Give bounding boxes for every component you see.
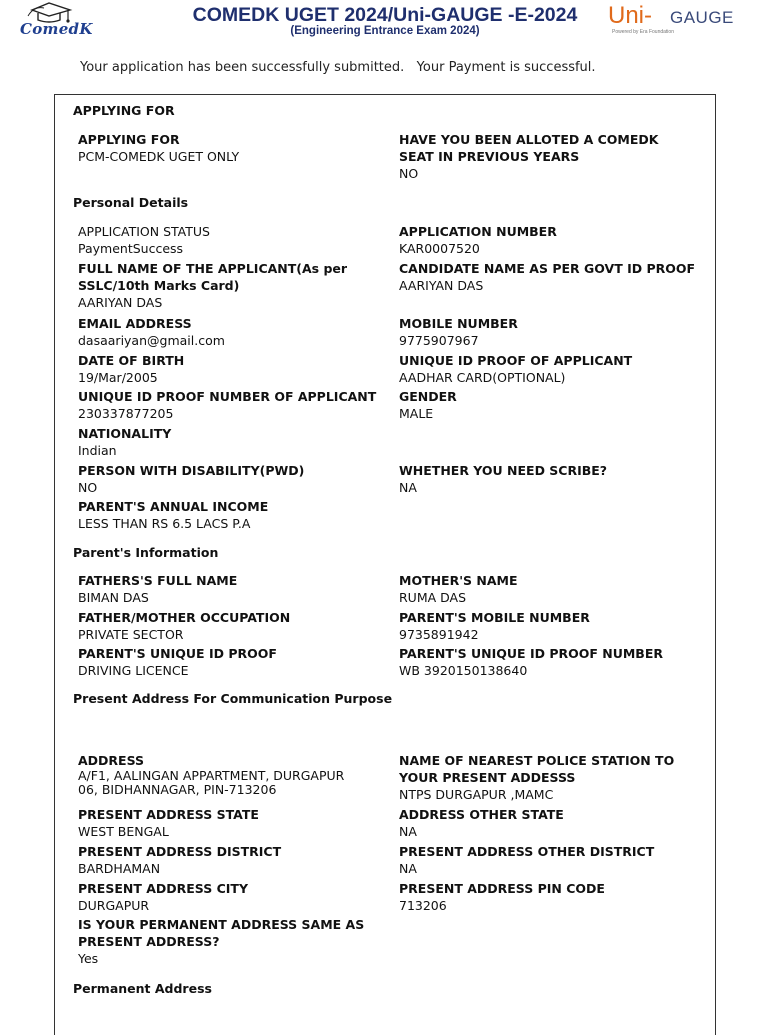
field-value: DURGAPUR <box>78 898 150 913</box>
field-income <box>78 498 378 532</box>
field-label: PRESENT ADDRESS PIN CODE <box>399 881 605 896</box>
field-label: IS YOUR PERMANENT ADDRESS SAME AS PRESENT ADDRESS? <box>78 917 365 949</box>
field-value: NO <box>399 166 419 181</box>
field-applying-for <box>78 131 378 165</box>
page-subtitle: (Engineering Entrance Exam 2024) <box>290 25 480 37</box>
field-same-address <box>78 916 368 967</box>
field-value: WB 3920150138640 <box>399 663 528 678</box>
field-scribe <box>399 462 699 496</box>
field-value: BIMAN DAS <box>78 590 149 605</box>
field-email <box>78 315 378 349</box>
field-label: APPLICATION NUMBER <box>399 224 557 239</box>
field-value: LESS THAN RS 6.5 LACS P.A <box>78 516 251 531</box>
section-applying-for: APPLYING FOR <box>73 103 175 118</box>
field-value: dasaariyan@gmail.com <box>78 333 225 348</box>
field-value: RUMA DAS <box>399 590 467 605</box>
status-message: Your application has been successfully submitted. Your Payment is successful. <box>80 60 596 75</box>
section-permanent-address: Permanent Address <box>73 981 212 996</box>
field-value: KAR0007520 <box>399 241 480 256</box>
field-value: NA <box>399 861 417 876</box>
field-value: DRIVING LICENCE <box>78 663 189 678</box>
field-other-state <box>399 806 699 840</box>
field-label: UNIQUE ID PROOF NUMBER OF APPLICANT <box>78 389 377 404</box>
field-label: ADDRESS OTHER STATE <box>399 807 564 822</box>
field-label: HAVE YOU BEEN ALLOTED A COMEDK SEAT IN PREVIOUS YEARS <box>399 132 659 164</box>
field-label: PRESENT ADDRESS CITY <box>78 881 248 896</box>
field-police-station <box>399 752 689 803</box>
field-value: A/F1, AALINGAN APPARTMENT, DURGAPUR 06, BIDHANNAGAR, PIN-713206 <box>78 768 345 797</box>
field-label: CANDIDATE NAME AS PER GOVT ID PROOF <box>399 261 696 276</box>
field-state <box>78 806 378 840</box>
field-label: PERSON WITH DISABILITY(PWD) <box>78 463 305 478</box>
field-label: PRESENT ADDRESS OTHER DISTRICT <box>399 844 655 859</box>
page-header <box>0 0 768 48</box>
field-application-number <box>399 223 699 257</box>
uni-gauge-logo-part-a: Uni- <box>608 2 653 29</box>
field-label: WHETHER YOU NEED SCRIBE? <box>399 463 608 478</box>
field-value: NO <box>78 480 98 495</box>
field-mother-name <box>399 572 699 606</box>
field-label: EMAIL ADDRESS <box>78 316 192 331</box>
page-title: COMEDK UGET 2024/Uni-GAUGE -E-2024 <box>192 4 578 26</box>
field-occupation <box>78 609 378 643</box>
comedk-logo-text: ComedK <box>20 20 93 38</box>
field-district <box>78 843 378 877</box>
field-label: UNIQUE ID PROOF OF APPLICANT <box>399 353 633 368</box>
field-label: PRESENT ADDRESS STATE <box>78 807 259 822</box>
uni-gauge-tagline: Powered by Era Foundation <box>612 29 674 35</box>
field-label: PARENT'S UNIQUE ID PROOF <box>78 646 277 661</box>
field-govt-id-name <box>399 260 699 294</box>
field-value: PRIVATE SECTOR <box>78 627 184 642</box>
field-pin <box>399 880 699 914</box>
section-present-address: Present Address For Communication Purpose <box>73 691 393 706</box>
field-label: ADDRESS <box>78 753 145 768</box>
field-city <box>78 880 378 914</box>
field-value: Yes <box>78 951 99 966</box>
field-pwd <box>78 462 378 496</box>
field-id-proof <box>399 352 699 386</box>
field-label: NATIONALITY <box>78 426 172 441</box>
field-allotted-seat <box>399 131 694 182</box>
field-label: MOTHER'S NAME <box>399 573 518 588</box>
field-value: NA <box>399 824 417 839</box>
field-label: MOBILE NUMBER <box>399 316 518 331</box>
field-value: 713206 <box>399 898 447 913</box>
field-address <box>78 752 368 797</box>
field-label: DATE OF BIRTH <box>78 353 185 368</box>
field-full-name <box>78 260 368 311</box>
uni-gauge-logo <box>608 2 764 38</box>
field-value: BARDHAMAN <box>78 861 161 876</box>
field-value: NTPS DURGAPUR ,MAMC <box>399 787 554 802</box>
field-value: AARIYAN DAS <box>78 295 163 310</box>
field-label: PARENT'S ANNUAL INCOME <box>78 499 269 514</box>
field-parent-id-proof <box>78 645 378 679</box>
field-label: PARENT'S UNIQUE ID PROOF NUMBER <box>399 646 664 661</box>
field-value: AARIYAN DAS <box>399 278 484 293</box>
field-label: PARENT'S MOBILE NUMBER <box>399 610 590 625</box>
field-value: NA <box>399 480 417 495</box>
field-value: AADHAR CARD(OPTIONAL) <box>399 370 566 385</box>
field-other-district <box>399 843 699 877</box>
field-nationality <box>78 425 378 459</box>
field-value: MALE <box>399 406 434 421</box>
field-label: FATHER/MOTHER OCCUPATION <box>78 610 291 625</box>
field-value: PaymentSuccess <box>78 241 184 256</box>
field-label: PRESENT ADDRESS DISTRICT <box>78 844 282 859</box>
field-gender <box>399 388 699 422</box>
uni-gauge-logo-part-b: GAUGE <box>670 8 734 27</box>
field-parent-id-number <box>399 645 699 679</box>
field-mobile <box>399 315 699 349</box>
section-parent-information: Parent's Information <box>73 545 219 560</box>
field-label: FATHERS'S FULL NAME <box>78 573 238 588</box>
field-value: 9735891942 <box>399 627 479 642</box>
field-value: 9775907967 <box>399 333 479 348</box>
field-label: NAME OF NEAREST POLICE STATION TO YOUR PRESENT ADDESSS <box>399 753 675 785</box>
field-application-status <box>78 223 378 257</box>
field-father-name <box>78 572 378 606</box>
field-parent-mobile <box>399 609 699 643</box>
field-value: PCM-COMEDK UGET ONLY <box>78 149 240 164</box>
comedk-logo <box>20 2 106 42</box>
field-label: FULL NAME OF THE APPLICANT(As per SSLC/10th Marks Card) <box>78 261 348 293</box>
field-label: APPLICATION STATUS <box>78 224 210 239</box>
field-value: WEST BENGAL <box>78 824 169 839</box>
field-value: 19/Mar/2005 <box>78 370 158 385</box>
field-value: Indian <box>78 443 117 458</box>
field-dob <box>78 352 378 386</box>
field-label: APPLYING FOR <box>78 132 180 147</box>
field-id-number <box>78 388 378 422</box>
section-personal-details: Personal Details <box>73 195 189 210</box>
field-value: 230337877205 <box>78 406 174 421</box>
field-label: GENDER <box>399 389 457 404</box>
